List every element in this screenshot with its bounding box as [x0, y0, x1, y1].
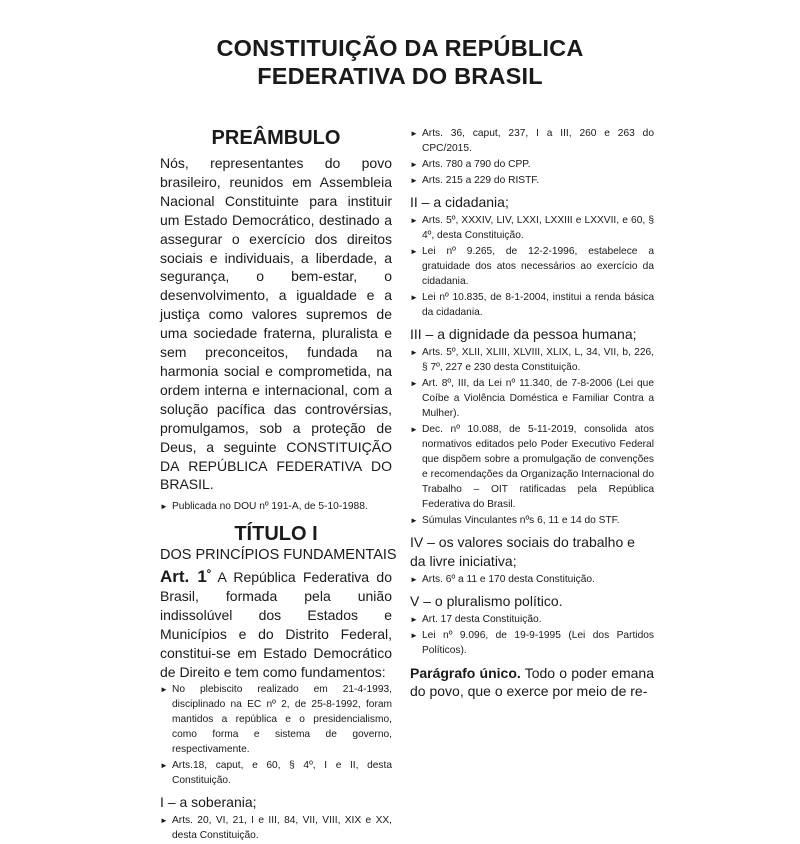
top-note: [410, 126, 654, 156]
paragrafo-unico-label: Parágrafo único.: [410, 664, 521, 681]
item-v: V – o pluralismo político.: [410, 592, 563, 609]
item-ii-note-text: Arts. 5º, XXXIV, LIV, LXXI, LXXIII e LXXVII, e 60, § 4º, desta Constituição.: [422, 214, 654, 241]
document-title-line-2: FEDERATIVA DO BRASIL: [257, 63, 543, 89]
preamble-note-text: Publicada no DOU nº 191-A, de 5-10-1988.: [172, 501, 368, 513]
triangle-right-icon: ►: [410, 215, 418, 225]
item-v-note-text: Art. 17 desta Constituição.: [422, 613, 542, 625]
triangle-right-icon: ►: [410, 574, 418, 584]
article-1-note-text: No plebiscito realizado em 21-4-1993, disciplinado na EC nº 2, de 25-8-1992, foram mantidos a república e o presidencialismo, como forma e sistema de governo, respectivamente.: [172, 683, 392, 755]
item-i-note-text: Arts. 20, VI, 21, I e III, 84, VII, VIII, XIX e XX, desta Constituição.: [172, 814, 392, 841]
triangle-right-icon: ►: [410, 515, 418, 525]
triangle-right-icon: ►: [410, 614, 418, 624]
preamble-heading: PREÂMBULO: [211, 127, 341, 149]
top-note-text: Arts. 215 a 229 do RISTF.: [422, 175, 540, 186]
item-iv-note: [410, 572, 654, 587]
right-column: [410, 126, 654, 701]
document-title-line-1: CONSTITUIÇÃO DA REPÚBLICA: [216, 35, 584, 61]
item-iii-note-text: Art. 8º, III, da Lei nº 11.340, de 7-8-2006 (Lei que Coíbe a Violência Doméstica e Familiar Contra a Mulher).: [422, 377, 654, 419]
title-subheading: DOS PRINCÍPIOS FUNDAMENTAIS: [160, 547, 397, 564]
item-iii-note-text: Dec. nº 10.088, de 5-11-2019, consolida atos normativos editados pelo Poder Executivo Federal que dispõem sobre a promulgação de convenções e recomendações da Organização Internacional do Trabalho – OIT ratificadas pela República Federativa do Brasil.: [422, 423, 654, 510]
item-ii-note: [410, 244, 654, 289]
item-ii-note: [410, 290, 654, 320]
paragrafo-unico: [410, 664, 654, 702]
item-i: I – a soberania;: [160, 793, 257, 810]
item-iv-note-text: Arts. 6º a 11 e 170 desta Constituição.: [422, 573, 595, 585]
article-1-note: [160, 758, 392, 788]
item-i-note: [160, 813, 392, 843]
item-iii: III – a dignidade da pessoa humana;: [410, 325, 637, 342]
top-note: [410, 157, 654, 172]
preamble-note: [160, 499, 392, 514]
item-ii: II – a cidadania;: [410, 194, 509, 210]
triangle-right-icon: ►: [160, 815, 168, 825]
top-note-text: Arts. 36, caput, 237, I a III, 260 e 263 do CPC/2015.: [422, 128, 654, 154]
item-iii-note: [410, 376, 654, 421]
title-heading: TÍTULO I: [234, 523, 318, 546]
item-ii-note-text: Lei nº 10.835, de 8-1-2004, institui a renda básica da cidadania.: [422, 291, 654, 318]
item-v-note: [410, 612, 654, 627]
top-note-text: Arts. 780 a 790 do CPP.: [422, 159, 531, 170]
triangle-right-icon: ►: [410, 176, 418, 185]
triangle-right-icon: ►: [160, 684, 168, 694]
triangle-right-icon: ►: [410, 160, 418, 169]
item-ii-note: [410, 213, 654, 243]
triangle-right-icon: ►: [410, 129, 418, 138]
item-iii-note: [410, 345, 654, 375]
triangle-right-icon: ►: [410, 246, 418, 256]
left-column: [160, 126, 397, 844]
triangle-right-icon: ►: [410, 347, 418, 357]
preamble-text: Nós, representantes do povo brasileiro, reunidos em Assembleia Nacional Constituinte para instituir um Estado Democrático, destinado a assegurar o exercício dos direitos sociais e individuais, a liberdade, a segurança, o bem-estar, o desenvolvimento, a igualdade e a justiça como valores supremos de uma sociedade fraterna, pluralista e sem preconceitos, fundada na harmonia social e comprometida, na ordem interna e internacional, com a solução pacífica das controvérsias, promulgamos, sob a proteção de Deus, a seguinte CONSTITUIÇÃO DA REPÚBLICA FEDERATIVA DO BRASIL.: [160, 155, 392, 493]
triangle-right-icon: ►: [160, 502, 168, 512]
item-iii-note-text: Arts. 5º, XLII, XLIII, XLVIII, XLIX, L, 34, VII, b, 226, § 7º, 227 e 230 desta Constituição.: [422, 346, 654, 373]
article-1-label: Art. 1: [160, 567, 207, 587]
top-note: [410, 173, 654, 188]
triangle-right-icon: ►: [160, 760, 168, 770]
item-v-note-text: Lei nº 9.096, de 19-9-1995 (Lei dos Partidos Políticos).: [422, 629, 654, 656]
item-iv: IV – os valores sociais do trabalho e da livre iniciativa;: [410, 533, 635, 569]
article-1: [160, 565, 392, 681]
item-iii-note: [410, 422, 654, 512]
document-title: [0, 34, 800, 90]
triangle-right-icon: ►: [410, 630, 418, 640]
item-iii-note: [410, 513, 654, 528]
item-iii-note-text: Súmulas Vinculantes nºs 6, 11 e 14 do STF.: [422, 514, 620, 526]
item-v-note: [410, 628, 654, 658]
article-1-ordinal: º: [206, 568, 211, 581]
triangle-right-icon: ►: [410, 424, 418, 434]
article-1-text: A República Federativa do Brasil, formada pela união indissolúvel dos Estados e Municípios e do Distrito Federal, constitui-se em Estado Democrático de Direito e tem como fundamentos:: [160, 569, 392, 680]
triangle-right-icon: ►: [410, 292, 418, 302]
article-1-note-text: Arts.18, caput, e 60, § 4º, I e II, desta Constituição.: [172, 759, 392, 786]
item-ii-note-text: Lei nº 9.265, de 12-2-1996, estabelece a gratuidade dos atos necessários ao exercício da cidadania.: [422, 245, 654, 287]
article-1-note: [160, 682, 392, 757]
paragrafo-unico-text: Todo o poder emana do povo, que o exerce por meio de re-: [410, 664, 655, 700]
triangle-right-icon: ►: [410, 378, 418, 388]
